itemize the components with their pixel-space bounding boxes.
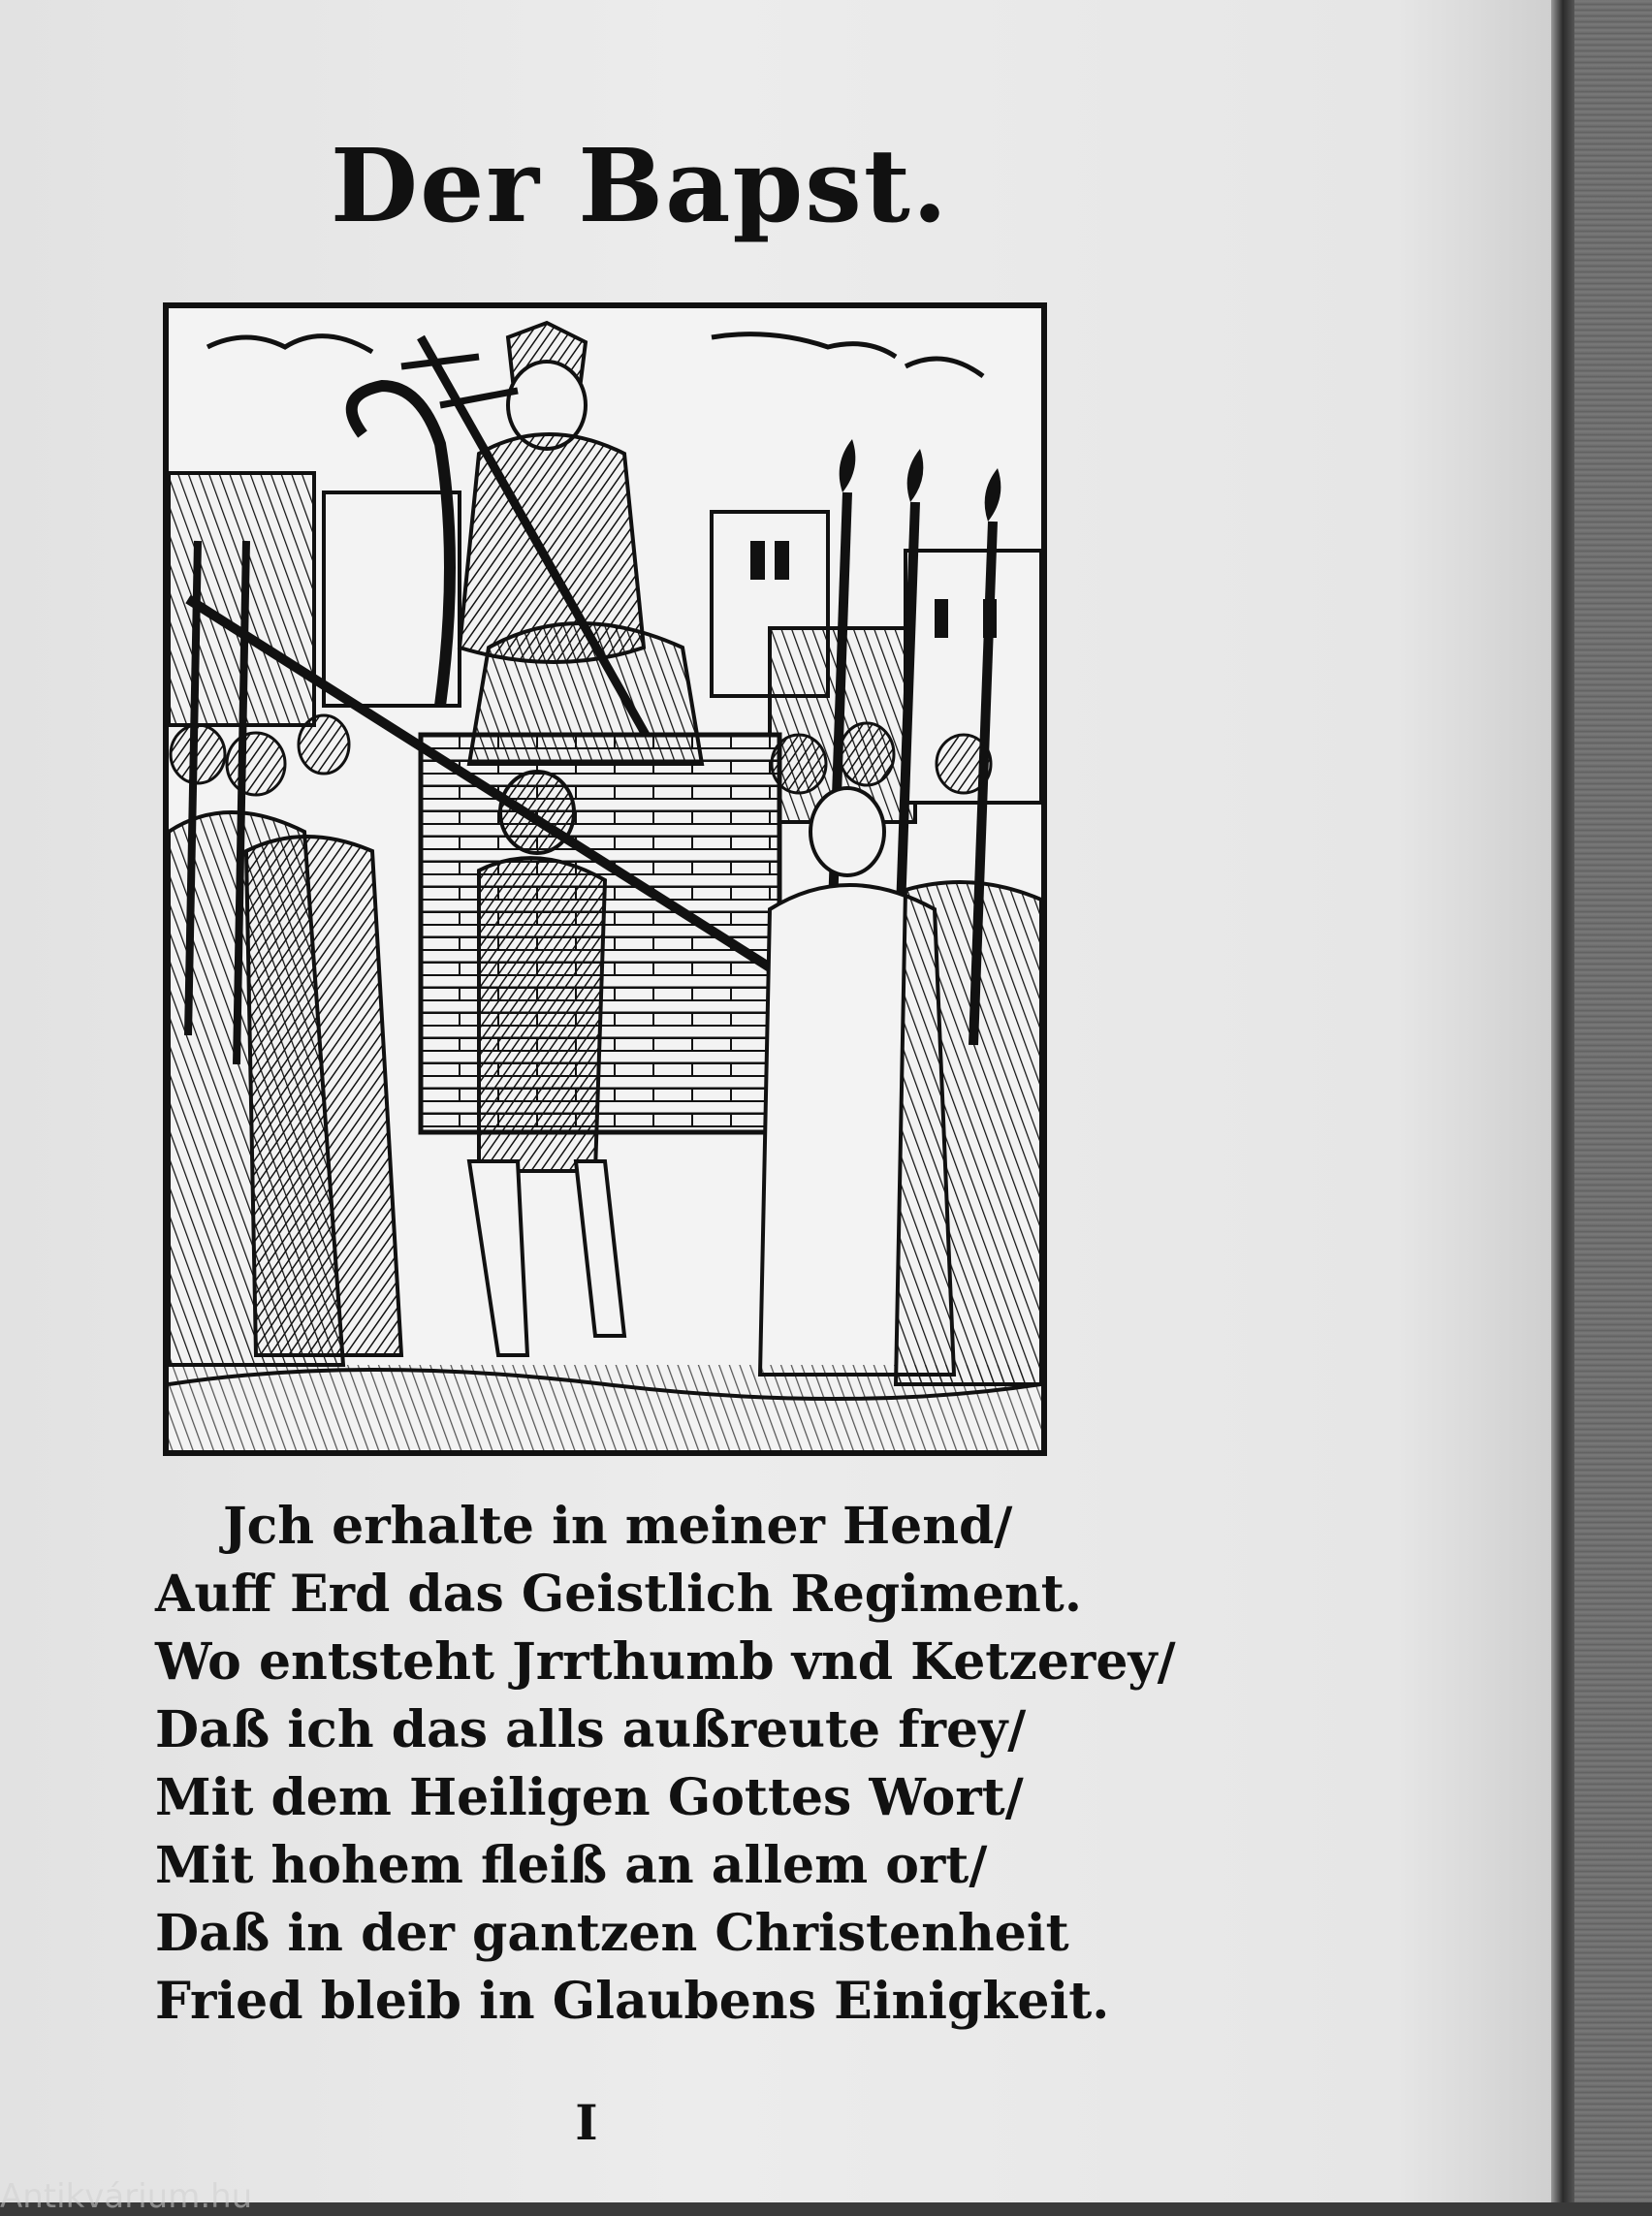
verse-line: Fried bleib in Glaubens Einigkeit. [155,1972,1110,2031]
woodcut-illustration [163,302,1047,1456]
verse-line: Auff Erd das Geistlich Regiment. [155,1565,1082,1624]
verse-line: Jch erhalte in meiner Hend/ [223,1497,1013,1556]
book-cover-edge [1574,0,1652,2202]
woodcut-pope-procession [169,308,1041,1450]
page-title: Der Bapst. [330,126,950,245]
verse-block [155,1493,1176,2036]
book-gutter [1551,0,1574,2202]
verse-line: Daß in der gantzen Christenheit [155,1904,1069,1963]
verse-line: Mit hohem fleiß an allem ort/ [155,1836,988,1895]
verse-line: Mit dem Heiligen Gottes Wort/ [155,1768,1024,1827]
watermark: Antikvárium.hu [0,2177,253,2216]
page-number: I [575,2094,598,2151]
verse-line: Wo entsteht Jrrthumb vnd Ketzerey/ [155,1632,1176,1692]
verse-line: Daß ich das alls außreute frey/ [155,1700,1027,1759]
